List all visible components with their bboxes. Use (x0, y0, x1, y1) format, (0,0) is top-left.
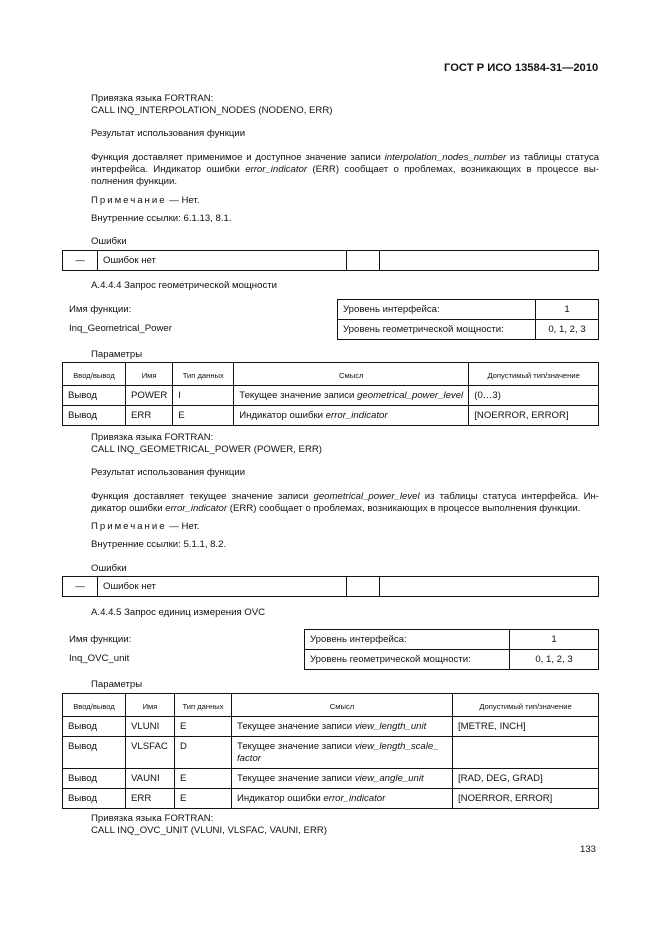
cell-allowed: [RAD, DEG, GRAD] (453, 769, 599, 789)
function-name: Inq_Geometrical_Power (69, 323, 172, 334)
col-name: Имя (126, 363, 173, 386)
cell-type: E (175, 717, 232, 737)
cell-io: Вывод (63, 386, 126, 406)
cell-allowed: [NOERROR, ERROR] (453, 789, 599, 809)
level-value: 0, 1, 2, 3 (536, 320, 599, 340)
document-standard-header: ГОСТ Р ИСО 13584-31—2010 (444, 62, 599, 74)
section-title-a445: А.4.4.5 Запрос единиц измерения OVC (91, 607, 266, 618)
level-value: 1 (510, 630, 599, 650)
table-row (305, 650, 599, 670)
note: Примечание — Нет. (91, 195, 200, 206)
table-row (63, 386, 599, 406)
fortran-binding-call: CALL INQ_INTERPOLATION_NODES (NODENO, ERR) (91, 105, 333, 116)
cell-meaning: Текущее значение записи geometrical_power_level (234, 386, 469, 406)
fortran-binding-label: Привязка языка FORTRAN: (91, 93, 214, 104)
level-label: Уровень геометрической мощности: (338, 320, 536, 340)
table-header-row (63, 694, 599, 717)
table-row (63, 789, 599, 809)
cell-type: D (175, 737, 232, 769)
empty-cell (380, 577, 599, 597)
cell-name: ERR (126, 789, 175, 809)
table-row (338, 320, 599, 340)
table-row (63, 577, 599, 597)
errors-table (62, 250, 599, 271)
cell-type: E (173, 406, 234, 426)
cell-allowed: (0…3) (469, 386, 599, 406)
cell-meaning: Индикатор ошибки error_indicator (234, 406, 469, 426)
col-allowed: Допустимый тип/значение (453, 694, 599, 717)
cell-name: VLSFAC (126, 737, 175, 769)
table-row (63, 406, 599, 426)
cell-io: Вывод (63, 406, 126, 426)
function-name: Inq_OVC_unit (69, 653, 130, 664)
cell-io: Вывод (63, 769, 126, 789)
col-meaning: Смысл (232, 694, 453, 717)
cell-io: Вывод (63, 789, 126, 809)
function-name-label: Имя функции: (69, 304, 132, 315)
cell-io: Вывод (63, 717, 126, 737)
cell-allowed: [METRE, INCH] (453, 717, 599, 737)
table-row (63, 251, 599, 271)
error-dash: — (63, 251, 98, 271)
col-io: Ввод/вывод (63, 694, 126, 717)
errors-heading: Ошибки (91, 236, 127, 247)
cell-io: Вывод (63, 737, 126, 769)
fortran-binding-call: CALL INQ_GEOMETRICAL_POWER (POWER, ERR) (91, 444, 322, 455)
table-header-row (63, 363, 599, 386)
table-row (338, 300, 599, 320)
table-row (63, 769, 599, 789)
col-type: Тип данных (173, 363, 234, 386)
table-row (63, 717, 599, 737)
result-heading: Результат использования функции (91, 467, 246, 478)
level-label: Уровень интерфейса: (305, 630, 510, 650)
cell-meaning: Текущее значение записи view_length_scale_ factor (232, 737, 453, 769)
errors-heading: Ошибки (91, 563, 127, 574)
params-heading: Параметры (91, 349, 143, 360)
error-text: Ошибок нет (98, 577, 347, 597)
cell-type: E (175, 769, 232, 789)
cell-meaning: Текущее значение записи view_angle_unit (232, 769, 453, 789)
cell-name: VLUNI (126, 717, 175, 737)
fortran-binding-label: Привязка языка FORTRAN: (91, 432, 214, 443)
cell-allowed (453, 737, 599, 769)
levels-table (304, 629, 599, 670)
note: Примечание — Нет. (91, 521, 200, 532)
internal-refs: Внутренние ссылки: 5.1.1, 8.2. (91, 539, 227, 550)
cell-allowed: [NOERROR, ERROR] (469, 406, 599, 426)
col-io: Ввод/вывод (63, 363, 126, 386)
levels-table (337, 299, 599, 340)
col-name: Имя (126, 694, 175, 717)
fortran-binding-label: Привязка языка FORTRAN: (91, 813, 214, 824)
error-text: Ошибок нет (98, 251, 347, 271)
col-type: Тип данных (175, 694, 232, 717)
level-value: 0, 1, 2, 3 (510, 650, 599, 670)
level-value: 1 (536, 300, 599, 320)
col-allowed: Допустимый тип/значение (469, 363, 599, 386)
internal-refs: Внутренние ссылки: 6.1.13, 8.1. (91, 213, 232, 224)
cell-name: POWER (126, 386, 173, 406)
empty-cell (347, 577, 380, 597)
cell-name: VAUNI (126, 769, 175, 789)
cell-meaning: Индикатор ошибки error_indicator (232, 789, 453, 809)
cell-type: I (173, 386, 234, 406)
col-meaning: Смысл (234, 363, 469, 386)
fortran-binding-call: CALL INQ_OVC_UNIT (VLUNI, VLSFAC, VAUNI, ERR) (91, 825, 327, 836)
level-label: Уровень интерфейса: (338, 300, 536, 320)
params-table (62, 693, 599, 809)
cell-type: E (175, 789, 232, 809)
section-title-a444: А.4.4.4 Запрос геометрической мощности (91, 280, 277, 291)
level-label: Уровень геометрической мощности: (305, 650, 510, 670)
function-name-label: Имя функции: (69, 634, 132, 645)
params-table (62, 362, 599, 426)
empty-cell (347, 251, 380, 271)
params-heading: Параметры (91, 679, 143, 690)
errors-table (62, 576, 599, 597)
result-heading: Результат использования функции (91, 128, 246, 139)
cell-name: ERR (126, 406, 173, 426)
cell-meaning: Текущее значение записи view_length_unit (232, 717, 453, 737)
table-row (305, 630, 599, 650)
empty-cell (380, 251, 599, 271)
result-paragraph: Функция доставляет текущее значение записи geometrical_power_level из таблицы статуса интерфейса. Индикатор ошибки error_indicator (ERR) сообщает о проблемах, возникающих в процессе выполнения функции. (91, 491, 599, 514)
result-paragraph: Функция доставляет применимое и доступное значение записи interpolation_nodes_number из таблицы статуса интерфейса. Индикатор ошибки error_indicator (ERR) сообщает о проблемах, возникающих в процессе выполнения функции. (91, 152, 599, 187)
table-row (63, 737, 599, 769)
page-number: 133 (580, 844, 597, 855)
error-dash: — (63, 577, 98, 597)
